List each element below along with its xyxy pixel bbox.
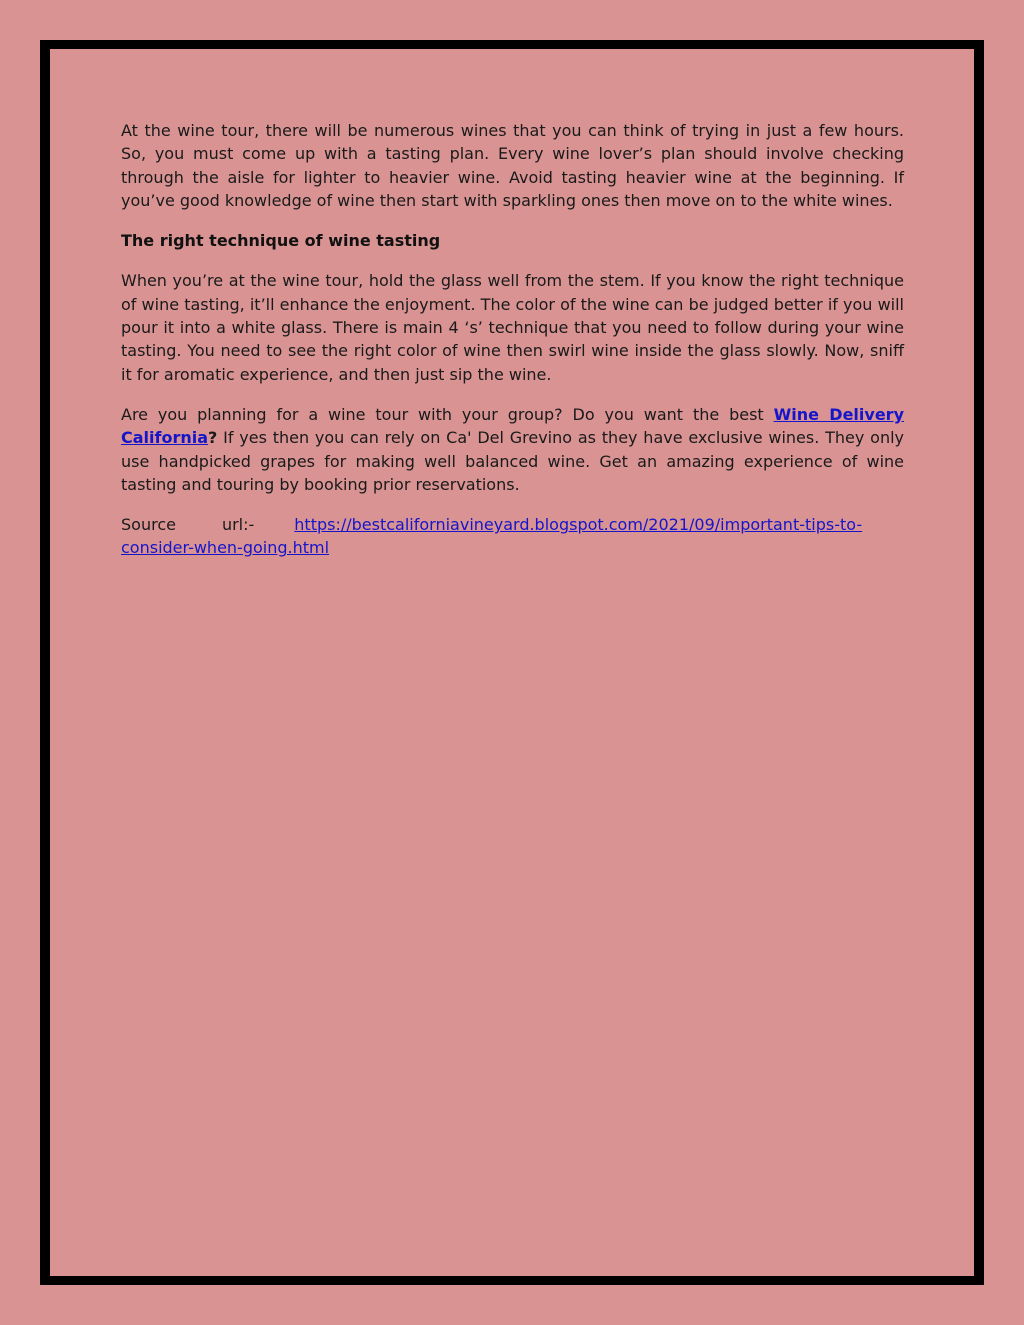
source-word: Source <box>121 515 176 535</box>
intro-paragraph: At the wine tour, there will be numerous wines that you can think of trying in just a few hours. So, you must come up with a tasting plan. Every wine lover’s plan should involve checking through the aisle for lighter to heavier wine. Avoid tasting heavier wine at the beginning. If you’ve good knowledge of wine then start with sparkling ones then move on to the white wines. <box>121 121 904 211</box>
promo-text-before-link: Are you planning for a wine tour with your group? Do you want the best <box>121 404 774 424</box>
document-body <box>121 119 904 560</box>
technique-paragraph: When you’re at the wine tour, hold the glass well from the stem. If you know the right technique of wine tasting, it’ll enhance the enjoyment. The color of the wine can be judged better if you will pour it into a white glass. There is main 4 ‘s’ technique that you need to follow during your wine tasting. You need to see the right color of wine then swirl wine inside the glass slowly. Now, sniff it for aromatic experience, and then just sip the wine. <box>121 271 904 384</box>
source-line-2 <box>121 536 904 559</box>
url-word: url:- <box>221 515 255 535</box>
source-url-link-line1[interactable]: https://bestcalifornia​vineyard.blogspot.com/2021/09/important-tips-to- <box>294 515 863 535</box>
source-url-link-line2[interactable]: consider-when-going.html <box>121 538 330 558</box>
promo-text-after-link: If yes then you can rely on Ca' Del Grevino as they have exclusive wines. They only use handpicked grapes for making well balanced wine. Get an amazing experience of wine tasting and touring by booking prior reservations. <box>121 428 904 495</box>
source-block <box>121 513 904 560</box>
wine-delivery-link[interactable]: Wine Delivery California <box>121 404 904 448</box>
question-mark: ? <box>208 428 218 448</box>
source-label <box>121 513 294 536</box>
section-heading: The right technique of wine tasting <box>121 231 441 251</box>
promo-paragraph <box>121 403 904 497</box>
source-line-1 <box>121 513 904 536</box>
